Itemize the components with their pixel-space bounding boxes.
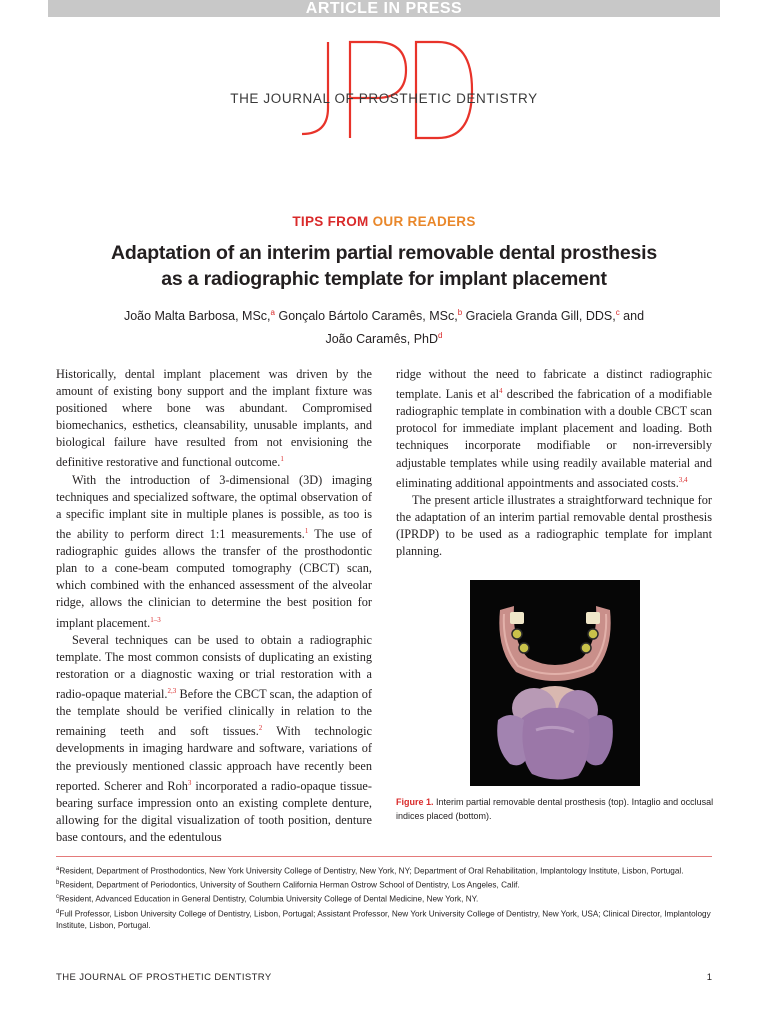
footnote-item — [56, 892, 716, 905]
footnote-text: Resident, Department of Prosthodontics, New York University College of Dentistry, New York, NY; Department of Oral Rehabilitation, Implantology Institute, Lisbon, Portugal. — [59, 866, 684, 876]
body-text: Several techniques can be used to obtain a radiographic template. The most common consists of duplicating an existing restoration or a diagnostic waxing or trial restoration with a radio-opaque material. — [56, 632, 372, 702]
section-heading — [0, 214, 768, 229]
footnote-text: Resident, Advanced Education in General Dentistry, Columbia University College of Dental Medicine, New York, NY. — [59, 895, 479, 905]
footnote-mark: a — [56, 866, 60, 872]
citation-link[interactable]: 1–3 — [150, 615, 161, 624]
footnote-divider — [56, 856, 712, 857]
body-text: described the fabrication of a modifiable radiographic template in combination with a double CBCT scan protocol for immediate implant placement and loading. Both techniques incorporate modifiable or non-irreversibly adjustable templates while using readily available material and eliminating additional appointments and associated costs. — [396, 387, 712, 490]
body-paragraph — [56, 472, 372, 632]
footnote-mark: b — [56, 880, 60, 887]
section-heading-part1: TIPS FROM — [292, 214, 373, 229]
body-text: With the introduction of 3-dimensional (3D) imaging techniques and specialized software, the optimal observation of a specific implant site in multiple planes is possible, as too is the ability to perform direct 1:1 measurements. — [56, 472, 372, 542]
figure-1-caption — [396, 795, 718, 823]
body-column-right — [396, 366, 712, 560]
jpd-logo — [288, 30, 488, 150]
body-text: Before the CBCT scan, the adaption of the template should be verified clinically in relation to the remaining teeth and soft tissues. — [56, 687, 372, 739]
citation-link[interactable]: 2,3 — [167, 686, 177, 695]
footnote-text: Resident, Department of Periodontics, University of Southern California Herman Ostrow School of Dentistry, Los Angeles, Calif. — [59, 880, 520, 890]
footnote-mark: c — [56, 894, 59, 901]
body-text: The use of radiographic guides allows the transfer of the prosthodontic plan to a cone-beam computed tomography (CBCT) scan, which combined with the enhanced assessment of the alveolar ridge, allows the clinician to determine the best position for implant placement. — [56, 527, 372, 630]
author-name: João Caramês, PhD — [325, 332, 439, 347]
body-paragraph — [396, 492, 712, 560]
section-heading-part2: OUR READERS — [372, 214, 476, 229]
journal-name — [0, 91, 768, 106]
author-name: João Malta Barbosa, MSc, — [123, 309, 271, 324]
citation-link[interactable]: 3,4 — [678, 475, 688, 484]
article-title-line2: as a radiographic template for implant placement — [161, 268, 607, 290]
author-list — [60, 303, 708, 349]
body-column-left — [56, 366, 372, 846]
body-text: incorporated a radio-opaque tissue-bearing surface impression onto an existing complete denture, allowing for the digital visualization of tooth position, denture base contours, and the edentulous — [56, 778, 372, 844]
journal-name-text: THE JOURNAL OF PROSTHETIC DENTISTRY — [230, 91, 538, 106]
footnote-item — [56, 864, 716, 877]
affiliation-mark[interactable]: b — [457, 308, 463, 317]
author-line2 — [60, 326, 708, 349]
citation-link[interactable]: 1 — [304, 526, 309, 535]
footnote-mark: d — [56, 908, 60, 915]
article-title-line1: Adaptation of an interim partial removable dental prosthesis — [110, 242, 658, 264]
figure-1-photo[interactable] — [470, 580, 640, 786]
author-name: Gonçalo Bártolo Caramês, MSc, — [275, 309, 458, 324]
footnote-text: Full Professor, Lisbon University College of Dentistry, Lisbon, Portugal; Assistant Professor, New York University College of Dentistry, New York, USA; Clinical Director, Implantology Institute, Lisbon, Portugal. — [56, 909, 711, 930]
article-in-press-banner: ARTICLE IN PRESS — [48, 0, 720, 17]
footnote-item — [56, 907, 716, 932]
caption-text: Interim partial removable dental prosthesis (top). Intaglio and occlusal indices placed (bottom). — [396, 797, 714, 821]
body-text: ridge without the need to fabricate a distinct radiographic template. Lanis et al — [396, 367, 712, 402]
body-paragraph — [396, 366, 712, 492]
citation-link[interactable]: 1 — [280, 455, 284, 464]
body-paragraph — [56, 632, 372, 846]
citation-link[interactable]: 2 — [258, 724, 263, 733]
affiliation-mark[interactable]: a — [270, 308, 275, 317]
affiliation-mark[interactable]: c — [615, 308, 620, 317]
body-paragraph — [56, 366, 372, 472]
affiliation-mark[interactable]: d — [438, 331, 443, 341]
author-conjunction: and — [619, 309, 645, 324]
article-title — [60, 240, 708, 292]
footer-journal-name: THE JOURNAL OF PROSTHETIC DENTISTRY — [56, 972, 272, 983]
citation-link[interactable]: 4 — [499, 387, 503, 396]
author-line1 — [60, 303, 708, 326]
body-text: With technologic developments in imaging hardware and software, variations of the previously mentioned classic approach have recently been reported. Scherer and Roh — [56, 724, 372, 793]
page-number: 1 — [706, 972, 712, 983]
body-text: The present article illustrates a straightforward technique for the adaptation of an interim partial removable dental prosthesis (IPRDP) to be used as a radiographic template for implant planning. — [396, 492, 712, 559]
body-text: Historically, dental implant placement was driven by the amount of existing bony support and the implant fixture was positioned where bone was abundant. Compromised biomechanics, esthetics, cleansability, unusable implants, and biological failure have resulted from not envisioning the definitive restorative and functional outcome. — [56, 367, 372, 470]
footnote-item — [56, 878, 716, 891]
figure-label[interactable]: Figure 1. — [396, 797, 434, 807]
citation-link[interactable]: 3 — [187, 778, 192, 787]
author-name: Graciela Granda Gill, DDS, — [462, 309, 616, 324]
affiliation-footnotes — [56, 864, 716, 932]
